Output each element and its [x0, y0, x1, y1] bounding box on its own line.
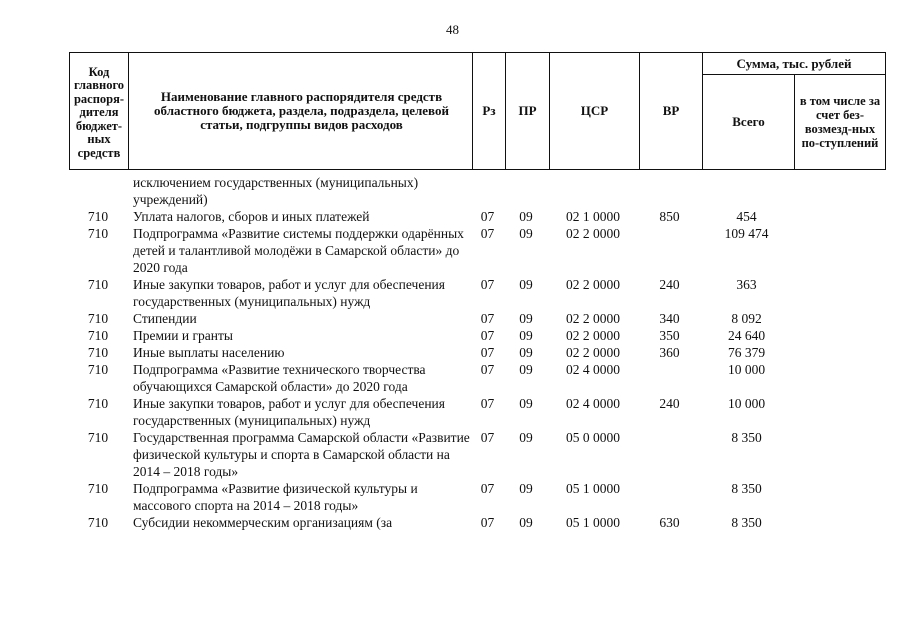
row-total: 109 474 [724, 226, 769, 241]
row-free [792, 208, 886, 225]
page-number: 48 [446, 22, 459, 37]
row-vr [638, 225, 701, 276]
row-code: 710 [87, 396, 109, 411]
row-rz: 07 [480, 226, 495, 241]
table-row [69, 480, 886, 514]
row-free [792, 276, 886, 310]
row-vr: 340 [659, 311, 680, 326]
row-name: Стипендии [133, 311, 197, 326]
row-total: 76 379 [727, 345, 766, 360]
row-free [792, 395, 886, 429]
table-row [69, 344, 886, 361]
row-total: 8 092 [731, 311, 762, 326]
table-row [69, 395, 886, 429]
table-row [69, 174, 886, 208]
row-name: Уплата налогов, сборов и иных платежей [133, 209, 370, 224]
row-csr: 02 2 0000 [566, 328, 620, 343]
row-name: Премии и гранты [133, 328, 233, 343]
row-code: 710 [87, 311, 109, 326]
row-free [792, 344, 886, 361]
row-name: Подпрограмма «Развитие системы поддержки одарённых детей и талантливой молодёжи в Самарской области» до 2020 года [133, 226, 464, 275]
row-free [792, 514, 886, 531]
row-code: 710 [87, 362, 109, 377]
row-rz: 07 [480, 481, 495, 496]
row-csr: 02 2 0000 [566, 345, 620, 360]
row-vr: 360 [659, 345, 680, 360]
row-vr: 850 [659, 209, 680, 224]
row-total: 454 [736, 209, 757, 224]
row-free [792, 429, 886, 480]
row-rz: 07 [480, 345, 495, 360]
row-free [792, 361, 886, 395]
row-pr: 09 [519, 396, 533, 411]
header-vr: ВР [662, 103, 680, 118]
header-code: Код главного распоря-дителя бюджет-ных средств [73, 64, 125, 160]
row-code: 710 [87, 515, 109, 530]
table-body [69, 174, 886, 531]
row-free [792, 225, 886, 276]
row-rz: 07 [480, 362, 495, 377]
row-pr: 09 [519, 328, 533, 343]
row-rz: 07 [480, 311, 495, 326]
row-csr: 02 2 0000 [566, 277, 620, 292]
row-name: исключением государственных (муниципальных) учреждений) [133, 175, 419, 207]
header-pr: ПР [518, 103, 537, 118]
row-vr [638, 480, 701, 514]
row-vr: 350 [659, 328, 680, 343]
table-row [69, 208, 886, 225]
table-row [69, 310, 886, 327]
row-name: Иные закупки товаров, работ и услуг для обеспечения государственных (муниципальных) нужд [133, 277, 445, 309]
row-rz [471, 174, 504, 208]
row-pr [504, 174, 548, 208]
row-code: 710 [87, 226, 109, 241]
header-name: Наименование главного распорядителя средств областного бюджета, раздела, подраздела, целевой статьи, подгруппы видов расходов [154, 89, 449, 132]
row-total: 24 640 [727, 328, 766, 343]
row-csr: 02 1 0000 [566, 209, 620, 224]
row-name: Иные выплаты населению [133, 345, 285, 360]
row-code: 710 [87, 481, 109, 496]
row-csr: 02 2 0000 [566, 311, 620, 326]
table-row [69, 225, 886, 276]
row-total: 10 000 [727, 362, 766, 377]
row-pr: 09 [519, 481, 533, 496]
row-csr: 05 0 0000 [566, 430, 620, 445]
table-row [69, 429, 886, 480]
row-code: 710 [87, 328, 109, 343]
row-code [69, 174, 127, 208]
row-free [792, 174, 886, 208]
row-total: 10 000 [727, 396, 766, 411]
row-free [792, 480, 886, 514]
row-pr: 09 [519, 277, 533, 292]
row-rz: 07 [480, 328, 495, 343]
table-row [69, 361, 886, 395]
row-pr: 09 [519, 209, 533, 224]
row-vr [638, 361, 701, 395]
table-row [69, 514, 886, 531]
row-csr: 02 4 0000 [566, 362, 620, 377]
row-vr [638, 174, 701, 208]
row-free [792, 310, 886, 327]
row-rz: 07 [480, 209, 495, 224]
header-total: Всего [732, 114, 765, 129]
row-pr: 09 [519, 362, 533, 377]
table-row [69, 276, 886, 310]
row-rz: 07 [480, 396, 495, 411]
row-free [792, 327, 886, 344]
header-rz: Рз [482, 103, 496, 118]
row-name: Государственная программа Самарской области «Развитие физической культуры и спорта в Самарской области на 2014 – 2018 годы» [133, 430, 470, 479]
table-row [69, 327, 886, 344]
row-total: 363 [736, 277, 757, 292]
row-csr: 05 1 0000 [566, 481, 620, 496]
row-total: 8 350 [731, 430, 762, 445]
row-name: Подпрограмма «Развитие технического творчества обучающихся Самарской области» до 2020 года [133, 362, 426, 394]
row-vr: 630 [659, 515, 680, 530]
row-vr [638, 429, 701, 480]
row-total: 8 350 [731, 515, 762, 530]
table-header [69, 52, 886, 170]
row-csr: 02 2 0000 [566, 226, 620, 241]
row-total [701, 174, 792, 208]
row-name: Подпрограмма «Развитие физической культуры и массового спорта на 2014 – 2018 годы» [133, 481, 418, 513]
row-total: 8 350 [731, 481, 762, 496]
row-code: 710 [87, 209, 109, 224]
row-pr: 09 [519, 515, 533, 530]
row-name: Иные закупки товаров, работ и услуг для обеспечения государственных (муниципальных) нужд [133, 396, 445, 428]
header-free: в том числе за счет без-возмезд-ных по-ступлений [799, 94, 881, 150]
row-code: 710 [87, 345, 109, 360]
row-vr: 240 [659, 277, 680, 292]
row-pr: 09 [519, 311, 533, 326]
header-csr: ЦСР [580, 103, 609, 118]
row-rz: 07 [480, 277, 495, 292]
row-pr: 09 [519, 226, 533, 241]
row-vr: 240 [659, 396, 680, 411]
row-csr: 02 4 0000 [566, 396, 620, 411]
row-name: Субсидии некоммерческим организациям (за [133, 515, 393, 530]
row-rz: 07 [480, 430, 495, 445]
row-csr: 05 1 0000 [566, 515, 620, 530]
row-rz: 07 [480, 515, 495, 530]
row-code: 710 [87, 430, 109, 445]
header-sum: Сумма, тыс. рублей [736, 55, 852, 71]
row-csr [548, 174, 638, 208]
row-pr: 09 [519, 345, 533, 360]
row-pr: 09 [519, 430, 533, 445]
row-code: 710 [87, 277, 109, 292]
